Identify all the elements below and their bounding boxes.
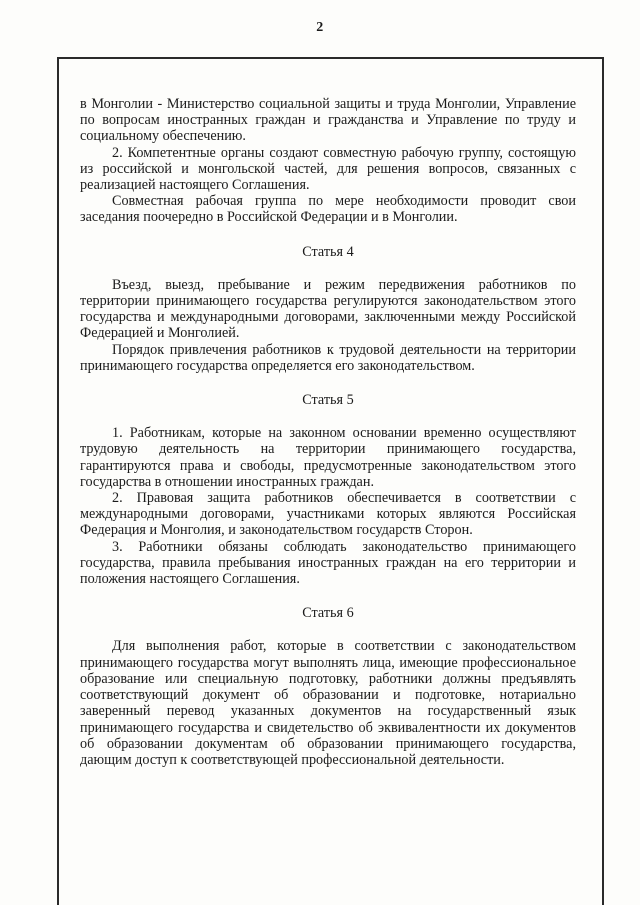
article-5-paragraph-3: 3. Работники обязаны соблюдать законодательство принимающего государства, правила пребывания иностранных граждан на его территории и положения настоящего Соглашения. [80, 538, 576, 588]
page-number: 2 [316, 20, 324, 35]
article-4-title: Статья 4 [302, 243, 354, 260]
intro-paragraph-1: в Монголии - Министерство социальной защиты и труда Монголии, Управление по вопросам иностранных граждан и гражданства и Управление по труду и социальному обеспечению. [80, 96, 576, 145]
article-5-paragraph-2: 2. Правовая защита работников обеспечивается в соответствии с международными договорами, участниками которых являются Российская Федерация и Монголия, и законодательством государств Сторон. [80, 490, 576, 539]
article-6-title: Статья 6 [302, 605, 354, 622]
intro-paragraph-3: Совместная рабочая группа по мере необходимости проводит свои заседания поочередно в Российской Федерации и в Монголии. [80, 193, 576, 226]
article-5-title: Статья 5 [302, 392, 354, 409]
article-6-paragraph-1: Для выполнения работ, которые в соответствии с законодательством принимающего государства могут выполнять лица, имеющие профессиональное образование или специальную подготовку, работники должны предъявлять соответствующий документ об образовании и подготовке, нотариально заверенный перевод указанных документов на государственный язык принимающего государства и свидетельство об эквивалентности их документов об образовании документам об образовании принимающего государства, дающим доступ к соответствующей профессиональной деятельности. [80, 638, 576, 768]
article-5-paragraph-1: 1. Работникам, которые на законном основании временно осуществляют трудовую деятельность на территории принимающего государства, гарантируются права и свободы, предусмотренные законодательством этого государства в отношении иностранных граждан. [80, 425, 576, 490]
article-4-paragraph-2: Порядок привлечения работников к трудовой деятельности на территории принимающего государства определяется его законодательством. [80, 341, 576, 374]
article-4-paragraph-1: Въезд, выезд, пребывание и режим передвижения работников по территории принимающего государства регулируются законодательством этого государства и международными договорами, заключенными между Российской Федерацией и Монголией. [80, 276, 576, 342]
intro-paragraph-2: 2. Компетентные органы создают совместную рабочую группу, состоящую из российской и монгольской частей, для решения вопросов, связанных с реализацией настоящего Соглашения. [80, 144, 576, 194]
document-body [80, 96, 576, 768]
